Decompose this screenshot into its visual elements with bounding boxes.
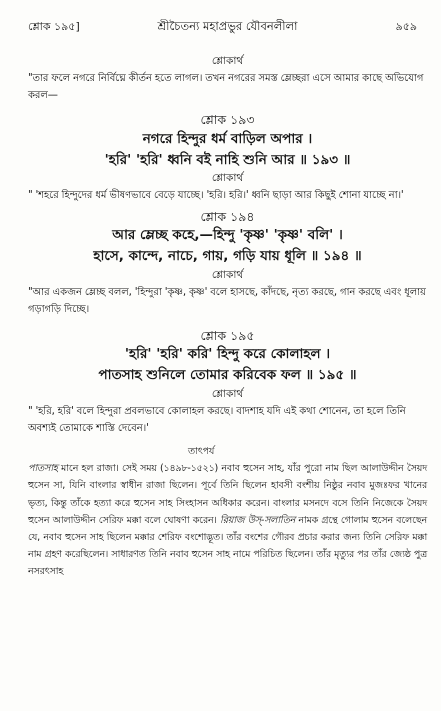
verse-193-line-1: নগরে হিন্দুর ধর্ম বাড়িল অপার ।	[142, 131, 313, 147]
verse-194-line-2: হাসে, কান্দে, নাচে, গায়, গড়ি যায় ধূলি ॥ ১৯৪ ॥	[93, 248, 362, 264]
verse-title-195: শ্লোক ১৯৫	[200, 328, 255, 343]
translation-text-193: " 'শহরে হিন্দুদের ধর্ম ভীষণভাবে বেড়ে যাচ্ছে। 'হরি। হরি।' ধ্বনি ছাড়া আর কিছুই শোনা যাচ্ছে না।'	[28, 190, 404, 201]
verse-title-193: শ্লোক ১৯৩	[200, 112, 255, 127]
verse-title-194: শ্লোক ১৯৪	[200, 209, 255, 224]
translation-label: শ্লোকার্থ	[211, 172, 244, 184]
translation-label: শ্লোকার্থ	[211, 55, 244, 67]
purport-book-title: রিয়াজ উস্-সলাতিন	[219, 514, 296, 526]
verse-194-line-1: আর ম্লেচ্ছ কহে,—হিন্দু 'কৃষ্ণ' 'কৃষ্ণ' বলি' ।	[112, 227, 343, 243]
page-number: ৯৫৯	[395, 20, 417, 33]
page-header	[28, 18, 427, 40]
purport-term: পাতসাহ	[28, 463, 58, 475]
purport-text: মানে হল রাজা। সেই সময় (১৪৯৮-১৫২১) নবাব হুসেন সাহ, যাঁর পুরো নাম ছিল আলাউদ্দীন সৈয়দ হুসেন সা, যিনি বাংলার স্বাধীন রাজা ছিলেন। পূর্বে তিনি ছিলেন হাবসী বংশীয় নিষ্ঠুর নবাব মুজঃফর খানের ভৃত্য, কিন্তু তাঁকে হত্যা করে হুসেন সাহ সিংহাসন অধিকার করেন। বাংলার মসনদে বসে তিনি নিজেকে সৈয়দ হুসেন আলাউদ্দীন সেরিফ মক্কা বলে ঘোষণা করেন।	[28, 463, 427, 526]
purport-label: তাৎপর্য	[188, 446, 215, 457]
translation-label: শ্লোকার্থ	[211, 269, 244, 281]
translation-label: শ্লোকার্থ	[211, 388, 244, 400]
verse-195-line-2: পাতসাহ শুনিলে তোমার করিবেক ফল ॥ ১৯৫ ॥	[98, 367, 357, 383]
header-title: শ্রীচৈতন্য মহাপ্রভুর যৌবনলীলা	[157, 19, 298, 33]
purport-paragraph	[28, 460, 427, 580]
translation-text-194: "আর একজন ম্লেচ্ছ বলল, 'হিন্দুরা 'কৃষ্ণ, কৃষ্ণ' বলে হাসছে, কাঁদছে, নৃত্য করছে, গান করছে এবং ধূলায় গড়াগড়ি দিচ্ছে।	[28, 287, 426, 315]
translation-text: "তার ফলে নগরে নির্বিঘ্নে কীর্তন হতে লাগল। তখন নগরের সমস্ত ম্লেচ্ছরা এসে আমার কাছে অভিযোগ করল—	[28, 73, 424, 101]
purport-text-tail: নামক গ্রন্থে গোলাম হুসেন বলেছেন যে, নবাব হুসেন সাহ ছিলেন মক্কার শেরিফ বংশোদ্ভূত। তাঁর বংশের গৌরব প্রচার করার জন্য তিনি সেরিফ মক্কা নাম গ্রহণ করেছিলেন। সাধারণত তিনি নবাব হুসেন সাহ নামে পরিচিত ছিলেন। তাঁর মৃত্যুর পর তাঁর জ্যেষ্ঠ পুত্র নসরৎসাহ	[28, 514, 427, 578]
verse-195-line-1: 'হরি' 'হরি' করি' হিন্দু করে কোলাহল ।	[124, 346, 331, 362]
translation-text-195: " 'হরি, হরি' বলে হিন্দুরা প্রবলভাবে কোলাহল করছে। বাদশাহ যদি এই কথা শোনেন, তা হলে তিনি অবশ্যই তোমাকে শাস্তি দেবেন।'	[28, 406, 406, 434]
header-verse-ref: শ্লোক ১৯৫]	[28, 20, 80, 33]
verse-193-line-2: 'হরি' 'হরি' ধ্বনি বই নাহি শুনি আর ॥ ১৯৩ ॥	[104, 152, 351, 168]
purport-section	[28, 443, 427, 581]
